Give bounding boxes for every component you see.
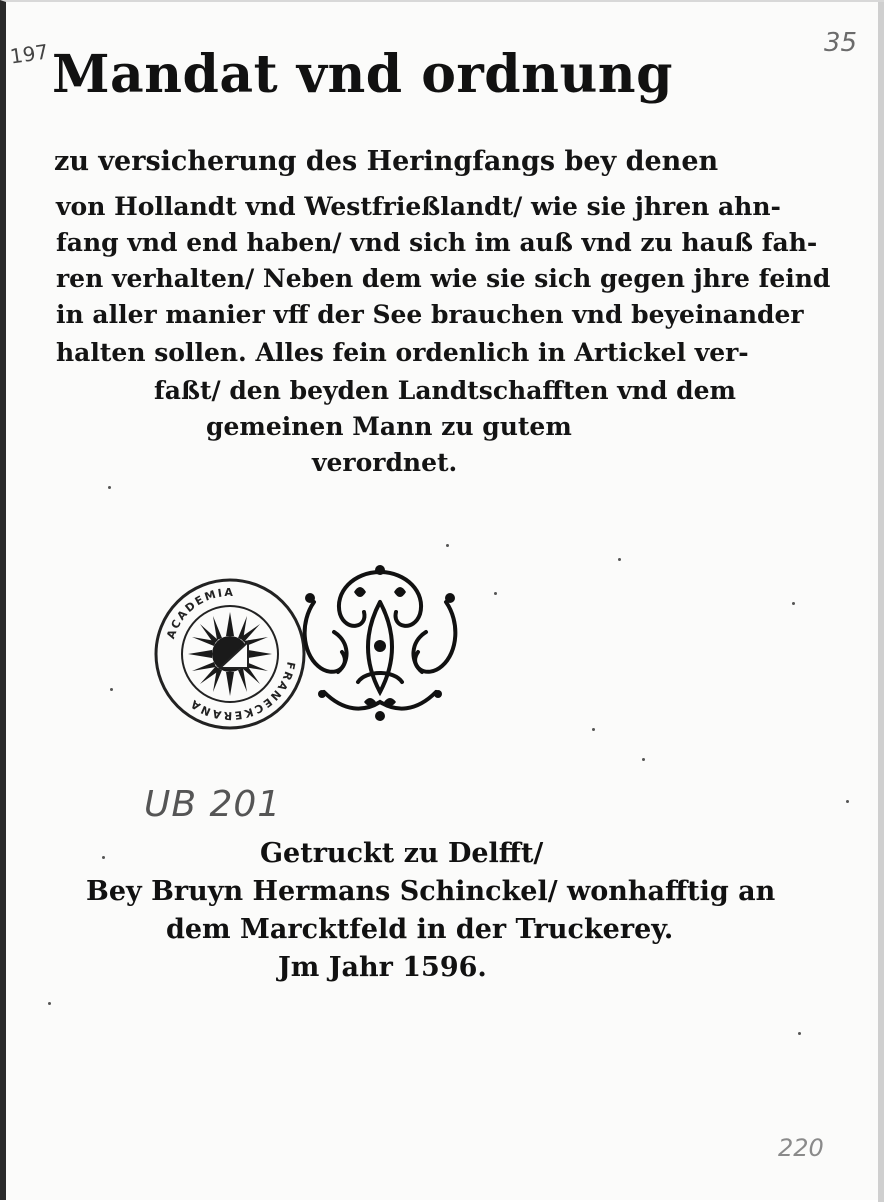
body-line: fang vnd end haben/ vnd sich im auß vnd zu hauß fah-: [56, 228, 818, 257]
printer-ornament-icon: [294, 562, 466, 726]
page-edge: [878, 2, 884, 1202]
body-line: gemeinen Mann zu gutem: [206, 412, 572, 441]
speck: [110, 688, 113, 691]
speck: [792, 602, 795, 605]
speck: [618, 558, 621, 561]
speck: [642, 758, 645, 761]
body-line: ren verhalten/ Neben dem wie sie sich gegen jhre feind: [56, 264, 831, 293]
pencil-note-top-left: 197: [8, 39, 50, 69]
imprint-line: Jm Jahr 1596.: [278, 952, 487, 983]
library-stamp-icon: [152, 576, 308, 732]
speck: [494, 592, 497, 595]
speck: [108, 486, 111, 489]
pencil-note-top-right: 35: [824, 28, 858, 58]
pencil-note-bottom-right: 220: [778, 1134, 824, 1162]
body-line: von Hollandt vnd Westfrießlandt/ wie sie jhren ahn-: [56, 192, 781, 221]
body-line: faßt/ den beyden Landtschafften vnd dem: [154, 376, 737, 405]
stamp-text: ACADEMIA: [164, 585, 235, 641]
imprint-line: dem Marcktfeld in der Truckerey.: [166, 914, 674, 945]
speck: [446, 544, 449, 547]
speck: [798, 1032, 801, 1035]
document-title: Mandat vnd ordnung: [52, 44, 673, 105]
body-line: halten sollen. Alles fein ordenlich in Artickel ver-: [56, 338, 749, 367]
stamp-text: FRANECKERANA: [186, 660, 298, 723]
body-line: zu versicherung des Heringfangs bey denen: [54, 146, 719, 177]
body-line: in aller manier vff der See brauchen vnd beyeinander: [56, 300, 804, 329]
pencil-shelfmark: UB 201: [144, 784, 282, 825]
speck: [846, 800, 849, 803]
imprint-line: Getruckt zu Delfft/: [260, 838, 544, 869]
speck: [592, 728, 595, 731]
speck: [102, 856, 105, 859]
body-line: verordnet.: [312, 448, 458, 477]
imprint-line: Bey Bruyn Hermans Schinckel/ wonhafftig an: [86, 876, 776, 907]
speck: [48, 1002, 51, 1005]
